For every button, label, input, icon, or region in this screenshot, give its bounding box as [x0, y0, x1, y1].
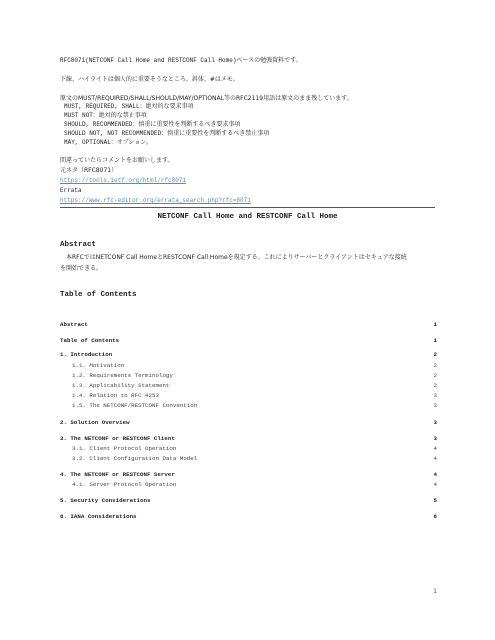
toc-entry-label: Table of Contents: [60, 337, 120, 344]
toc-entry-label: 1.1. Motivation: [72, 362, 125, 369]
toc-heading: Table of Contents: [60, 291, 137, 299]
toc-entry-label: 5. Security Considerations: [60, 497, 151, 504]
toc-entry-page: 2: [433, 372, 437, 379]
toc-entry-label: 1. Introduction: [60, 351, 113, 358]
toc-entry[interactable]: [60, 402, 437, 409]
comment-request: 間違っていたらコメントをお願いします。: [60, 157, 174, 164]
source-link[interactable]: https://tools.ietf.org/html/rfc8071: [60, 177, 187, 184]
abstract-text-line-2: を開始できる。: [60, 265, 103, 272]
toc-entry-label: 6. IANA Considerations: [60, 513, 137, 520]
toc-entry[interactable]: [60, 382, 437, 389]
abstract-text: [60, 252, 440, 274]
source-label: 元ネタ（RFC8071）: [60, 167, 118, 174]
toc-entry-page: 4: [433, 471, 437, 478]
term-should: SHOULD, RECOMMENDED：慎重に重要性を判断するべき要求事項: [64, 121, 241, 128]
errata-label: Errata: [60, 187, 82, 194]
toc-entry[interactable]: [60, 513, 437, 520]
toc-entry[interactable]: [60, 392, 437, 399]
toc-entry[interactable]: [60, 481, 437, 488]
errata-link[interactable]: https://www.rfc-editor.org/errata_search.php?rfc=8071: [60, 197, 251, 204]
toc-entry-page: 2: [433, 351, 437, 358]
toc-entry-page: 3: [433, 435, 437, 442]
toc-entry[interactable]: [60, 337, 437, 344]
intro-line-1: RFC8071(NETCONF Call Home and RESTCONF Call Home)ベースの勉強資料です。: [60, 57, 302, 64]
term-may: MAY, OPTIONAL：オプション。: [64, 139, 152, 146]
toc-entry-page: 4: [433, 481, 437, 488]
divider: [60, 207, 435, 208]
toc-entry-page: 5: [433, 497, 437, 504]
toc-entry-label: 3.1. Client Protocol Operation: [72, 445, 177, 452]
toc-entry-label: Abstract: [60, 321, 88, 328]
term-must: MUST, REQUIRED, SHALL：絶対的な要求事項: [64, 103, 194, 110]
page-number: 1: [433, 588, 437, 595]
toc-entry-label: 1.5. The NETCONF/RESTCONF Convention: [72, 402, 198, 409]
toc-entry[interactable]: [60, 351, 437, 358]
toc-entry-label: 1.3. Applicability Statement: [72, 382, 170, 389]
document-title: NETCONF Call Home and RESTCONF Call Home: [157, 213, 338, 221]
toc-entry[interactable]: [60, 419, 437, 426]
toc-entry-page: 6: [433, 513, 437, 520]
toc-entry-label: 1.2. Requirements Terminology: [72, 372, 173, 379]
toc-entry[interactable]: [60, 435, 437, 442]
intro-line-2: 下線、ハイライトは個人的に重要そうなところ。斜体、#はメモ。: [60, 76, 239, 83]
toc-entry-label: 2. Solution Overview: [60, 419, 130, 426]
toc-entry[interactable]: [60, 362, 437, 369]
intro-line-3: 原文のMUST/REQUIRED/SHALL/SHOULD/MAY/OPTIONAL等のRFC2119用語は原文のまま残しています。: [60, 95, 353, 102]
toc-entry-page: 3: [433, 402, 437, 409]
term-must-not: MUST NOT：絶対的な禁止事項: [64, 112, 147, 119]
toc-entry[interactable]: [60, 321, 437, 328]
toc-entry-label: 4. The NETCONF or RESTCONF Server: [60, 471, 175, 478]
toc-entry[interactable]: [60, 497, 437, 504]
toc-entry[interactable]: [60, 455, 437, 462]
abstract-text-line-1: 本RFCではNETCONF Call HomeとRESTCONF Call Homeを規定する。これによりサーバーとクライアントはセキュアな接続: [66, 254, 407, 261]
toc-entry-page: 3: [433, 419, 437, 426]
abstract-heading: Abstract: [60, 241, 97, 249]
toc-entry-page: 2: [433, 382, 437, 389]
toc-entry-label: 3.2. Client Configuration Data Model: [72, 455, 198, 462]
toc-entry-page: 1: [433, 337, 437, 344]
toc-entry-page: 2: [433, 362, 437, 369]
toc-entry-page: 1: [433, 321, 437, 328]
toc-entry[interactable]: [60, 445, 437, 452]
toc-entry-label: 1.4. Relation to RFC 4253: [72, 392, 159, 399]
toc-entry[interactable]: [60, 471, 437, 478]
toc-entry-page: 4: [433, 455, 437, 462]
toc-entry-page: 4: [433, 445, 437, 452]
term-should-not: SHOULD NOT, NOT RECOMMENDED：慎重に重要性を判断するべき禁止事項: [64, 130, 270, 137]
toc-entry-label: 4.1. Server Protocol Operation: [72, 481, 177, 488]
toc-entry-page: 3: [433, 392, 437, 399]
toc-entry[interactable]: [60, 372, 437, 379]
toc-entry-label: 3. The NETCONF or RESTCONF Client: [60, 435, 175, 442]
